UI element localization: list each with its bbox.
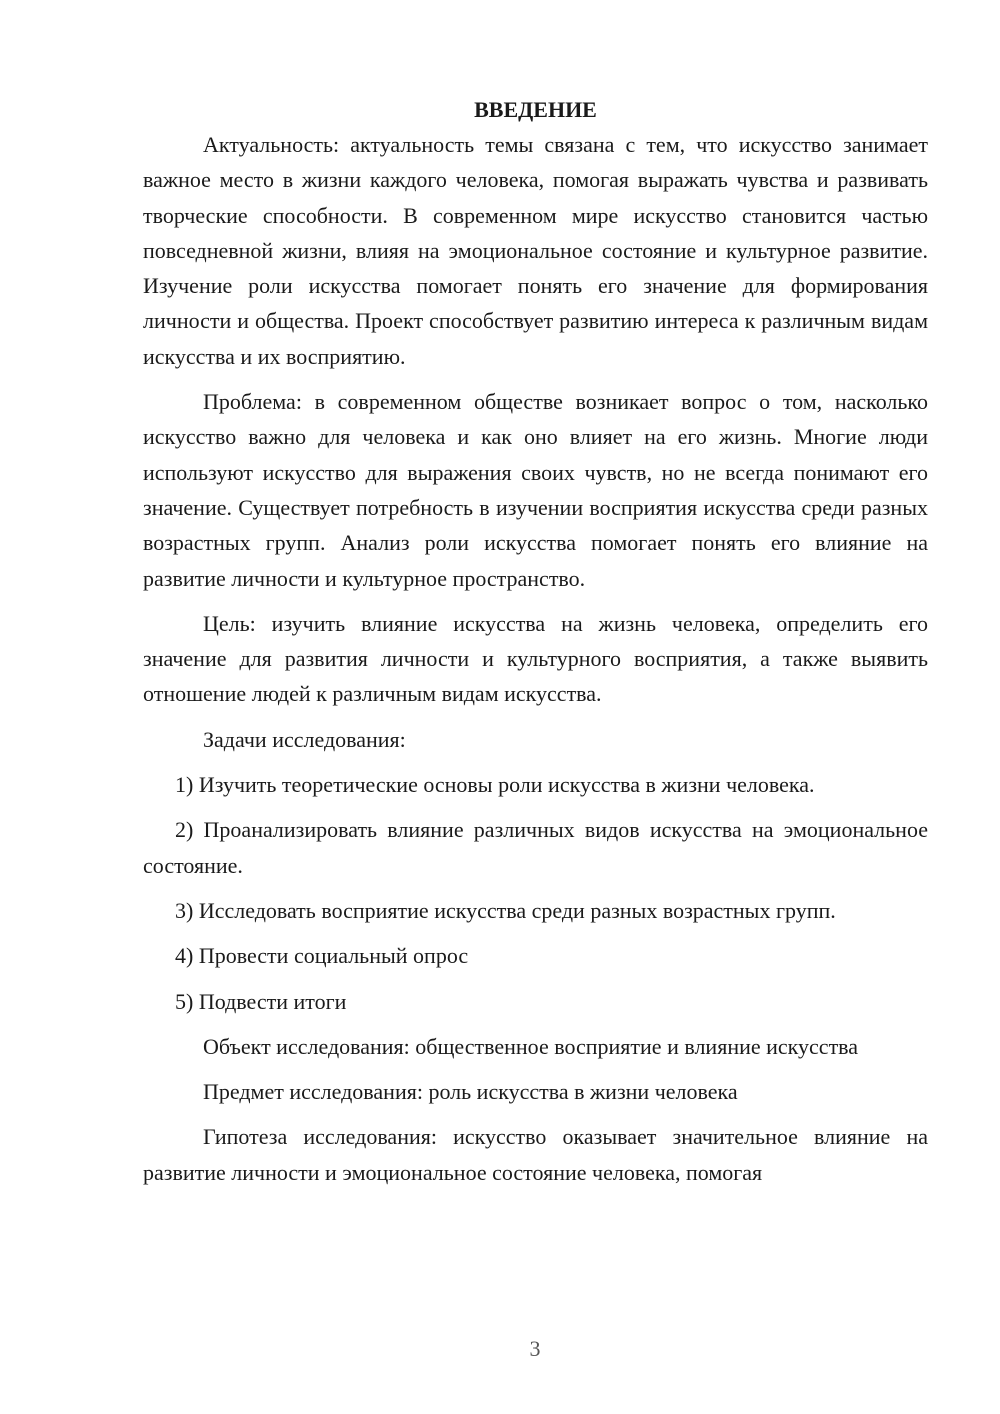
- paragraph-problem: Проблема: в современном обществе возникает вопрос о том, насколько искусство важно для человека и как оно влияет на его жизнь. Многие люди используют искусство для выражения своих чувств, но не всегда понимают его значение. Существует потребность в изучении восприятия искусства среди разных возрастных групп. Анализ роли искусства помогает понять его влияние на развитие личности и культурное пространство.: [143, 389, 928, 591]
- paragraph-relevance: Актуальность: актуальность темы связана с тем, что искусство занимает важное место в жизни каждого человека, помогая выражать чувства и развивать творческие способности. В современном мире искусство становится частью повседневной жизни, влияя на эмоциональное состояние и культурное развитие. Изучение роли искусства помогает понять его значение для формирования личности и общества. Проект способствует развитию интереса к различным видам искусства и их восприятию.: [143, 132, 928, 369]
- page-number: 3: [529, 1336, 541, 1361]
- paragraph-goal: Цель: изучить влияние искусства на жизнь человека, определить его значение для развития личности и культурного восприятия, а также выявить отношение людей к различным видам искусства.: [143, 610, 928, 707]
- paragraph-object: Объект исследования: общественное восприятие и влияние искусства: [203, 1033, 859, 1059]
- task-item-4: 4) Провести социальный опрос: [175, 943, 469, 969]
- task-item-1: 1) Изучить теоретические основы роли искусства в жизни человека.: [175, 772, 815, 798]
- section-title: ВВЕДЕНИЕ: [474, 97, 597, 122]
- task-item-3: 3) Исследовать восприятие искусства среди разных возрастных групп.: [175, 897, 836, 923]
- task-item-5: 5) Подвести итоги: [175, 988, 347, 1014]
- paragraph-subject: Предмет исследования: роль искусства в жизни человека: [203, 1079, 738, 1105]
- task-item-2: 2) Проанализировать влияние различных видов искусства на эмоциональное состояние.: [143, 817, 928, 878]
- paragraph-tasks-heading: Задачи исследования:: [203, 726, 406, 752]
- document-page: [143, 92, 928, 1200]
- paragraph-hypothesis: Гипотеза исследования: искусство оказывает значительное влияние на развитие личности и эмоциональное состояние человека, помогая: [143, 1124, 928, 1185]
